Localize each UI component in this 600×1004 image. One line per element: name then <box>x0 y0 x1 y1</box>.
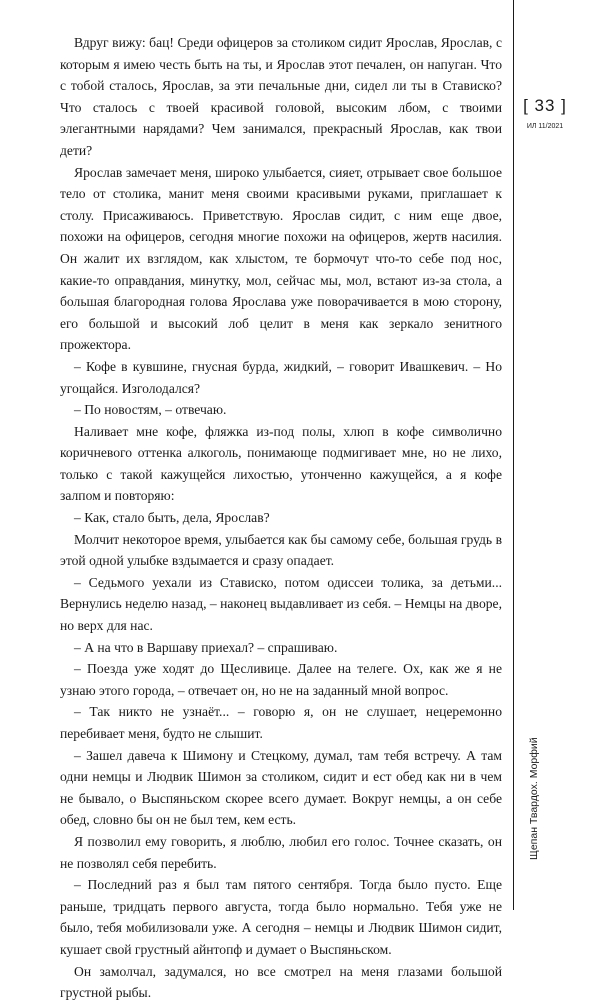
paragraph: – По новостям, – отвечаю. <box>74 402 227 418</box>
page-number: [ 33 ] <box>523 96 567 115</box>
paragraph: – Кофе в кувшине, гнусная бурда, жидкий, – говорит Ивашкевич. – Но угощайся. Изголодался? <box>60 358 502 396</box>
paragraph: – А на что в Варшаву приехал? – спрашиваю. <box>74 639 338 655</box>
paragraph: Ярослав замечает меня, широко улыбается, сияет, отрывает свое большое тело от столика, манит меня своими красивыми руками, приглашает к столу. Присаживаюсь. Приветствую. Ярослав сидит, с ним еще двое, похожи на офицеров, сегодня многие похожи на офицеров, жертв насилия. Он жалит их взглядом, как хлыстом, те бормочут что-то себе под нос, какие-то оправдания, минутку, мол, сейчас мы, мол, встают из-за стола, а большая благородная голова Ярослава уже поворачивается в мою сторону, его большой и высокий лоб целит в меня как зеркало зенитного прожектора. <box>60 164 502 353</box>
paragraph: Я позволил ему говорить, я люблю, любил его голос. Точнее сказать, он не позволял себя перебить. <box>60 833 502 871</box>
main-text <box>60 32 502 1004</box>
running-title: Щепан Твардох. Морфий <box>528 737 540 860</box>
issue-label: ИЛ 11/2021 <box>526 123 564 130</box>
paragraph: – Зашел давеча к Шимону и Стецкому, думал, там тебя встречу. А там одни немцы и Людвик Шимон за столиком, сидит и ест обед как ни в чем не бывало, о Выспяньском скорее всего думает. Вокруг немцы, а он себе обед, словно бы он не был тем, кем есть. <box>60 747 502 828</box>
paragraph: – Как, стало быть, дела, Ярослав? <box>74 510 270 526</box>
paragraph: Он замолчал, задумался, но все смотрел на меня глазами большой грустной рыбы. <box>60 963 502 1001</box>
paragraph: – Так никто не узнаёт... – говорю я, он не слушает, нецеремонно перебивает меня, будто не слышит. <box>60 704 502 741</box>
paragraph: Наливает мне кофе, фляжка из-под полы, хлюп в кофе символично коричневого оттенка алкоголь, понимающе подмигивает мне, но не лихо, только с такой кажущейся лихостью, утонченно кажущейся, а я кофе залпом и повторяю: <box>60 423 502 504</box>
paragraph: Вдруг вижу: бац! Среди офицеров за столиком сидит Ярослав, Ярослав, с которым я имею честь быть на ты, и Ярослав этот печален, он напуган. Что с тобой сталось, Ярослав, за эти печальные дни, сидел ли ты в Стависко? Что сталось с твоей красивой головой, высоким лбом, с твоими элегантными нарядами? Чем занимался, прекрасный Ярослав, как твои дети? <box>60 35 502 158</box>
paragraph: Молчит некоторое время, улыбается как бы самому себе, большая грудь в этой одной улыбке вздымается и сразу опадает. <box>60 531 502 569</box>
paragraph: – Поезда уже ходят до Щесливице. Далее на телеге. Ох, как же я не узнаю этого города, – отвечает он, но не на заданный мной вопрос. <box>60 661 502 698</box>
paragraph: – Последний раз я был там пятого сентября. Тогда было пусто. Еще раньше, тридцать первого августа, тогда было нормально. Тебя уже не было, тебя мобилизовали уже. А сегодня – немцы и Людвик Шимон сидит, кушает свой грустный айнтопф и думает о Выспяньском. <box>60 877 502 957</box>
paragraph: – Седьмого уехали из Стависко, потом одиссеи толика, за детьми... Вернулись неделю назад, – наконец выдавливает из себя. – Немцы на дворе, но верх для нас. <box>60 574 502 634</box>
sidebar-divider <box>513 0 514 910</box>
